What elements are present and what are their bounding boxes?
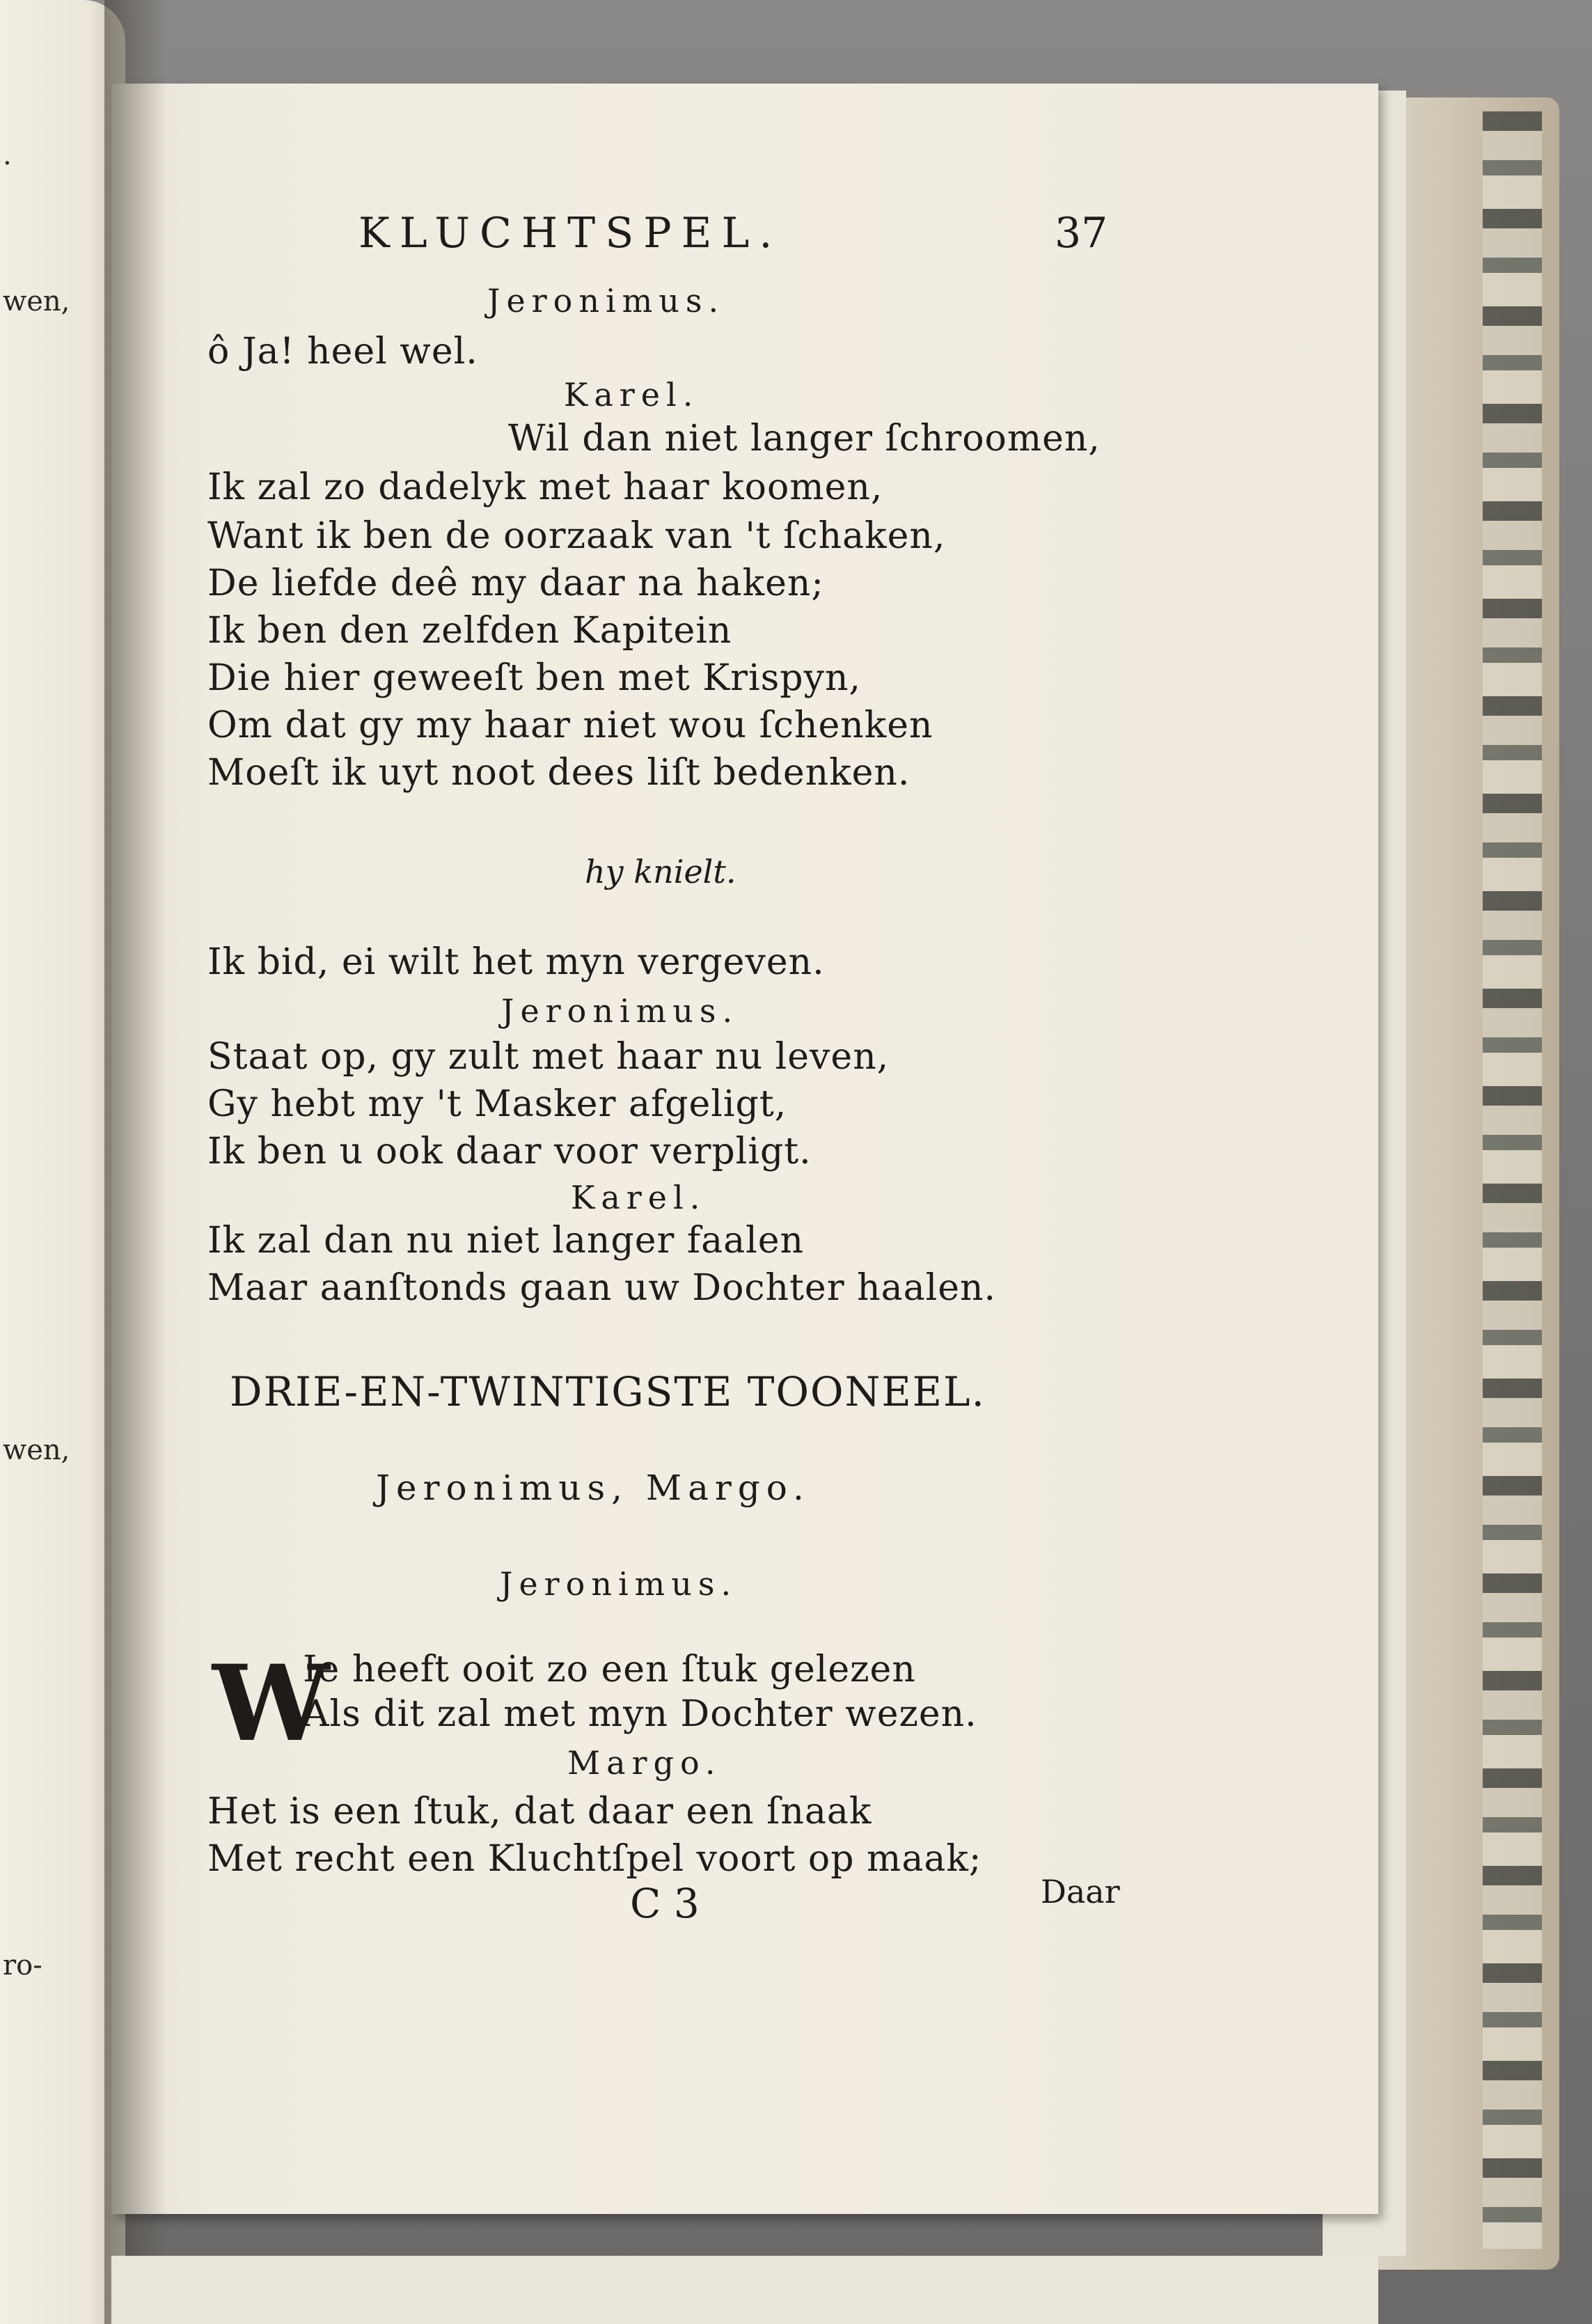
speaker-karel: Karel. [571,1179,707,1216]
drop-capital: W [212,1642,330,1765]
scene-heading: DRIE-EN-TWINTIGSTE TOONEEL. [230,1368,986,1415]
left-page-fragment: wen, [3,285,70,317]
verse-line: Om dat gy my haar niet wou ſchenken [207,705,933,746]
verse-line: Als dit zal met myn Dochter wezen. [303,1693,977,1735]
running-title: KLUCHTSPEL. [358,209,782,258]
verse-line: Met recht een Kluchtſpel voort op maak; [207,1838,982,1880]
left-page-fragment: wen, [3,1434,70,1466]
signature-mark: C 3 [630,1880,700,1927]
stage-direction: hy knielt. [585,853,736,890]
verse-line: Ik zal zo dadelyk met haar koomen, [207,466,883,508]
verse-line: Ik bid, ei wilt het myn vergeven. [207,941,825,983]
verse-line: Want ik ben de oorzaak van 't ſchaken, [207,515,946,557]
page-number: 37 [1055,209,1108,258]
scene-cast: Jeronimus, Margo. [376,1468,810,1508]
verse-line: Die hier geweeſt ben met Krispyn, [207,657,861,699]
speaker-jeronimus: Jeronimus. [501,992,739,1030]
speaker-jeronimus: Jeronimus. [500,1565,738,1603]
left-page-fragment: ro- [3,1949,42,1981]
verse-line: Moeſt ik uyt noot dees liſt bedenken. [207,752,911,794]
marbled-cover-pattern [1483,111,1542,2249]
verse-line: ô Ja! heel wel. [207,331,478,372]
verse-line: Ik zal dan nu niet langer faalen [207,1220,804,1262]
speaker-jeronimus: Jeronimus. [487,282,725,320]
left-page-fragment: . [3,139,12,171]
gutter-shadow [104,0,167,2324]
verse-line: Gy hebt my 't Masker afgeligt, [207,1083,787,1125]
verse-line: Wil dan niet langer ſchroomen, [508,418,1101,460]
verse-line: Ie heeft ooit zo een ſtuk gelezen [303,1649,916,1690]
speaker-karel: Karel. [564,376,700,414]
verse-line: De liefde deê my daar na haken; [207,563,824,604]
verse-line: Ik ben den zelfden Kapitein [207,610,732,652]
speaker-margo: Margo. [567,1744,722,1782]
verse-line: Maar aanſtonds gaan uw Dochter haalen. [207,1267,996,1309]
verse-line: Het is een ſtuk, dat daar een ſnaak [207,1791,872,1832]
catchword: Daar [1041,1873,1120,1910]
page-bottom-margin [111,2256,1378,2324]
verse-line: Ik ben u ook daar voor verpligt. [207,1131,812,1172]
verse-line: Staat op, gy zult met haar nu leven, [207,1036,890,1078]
